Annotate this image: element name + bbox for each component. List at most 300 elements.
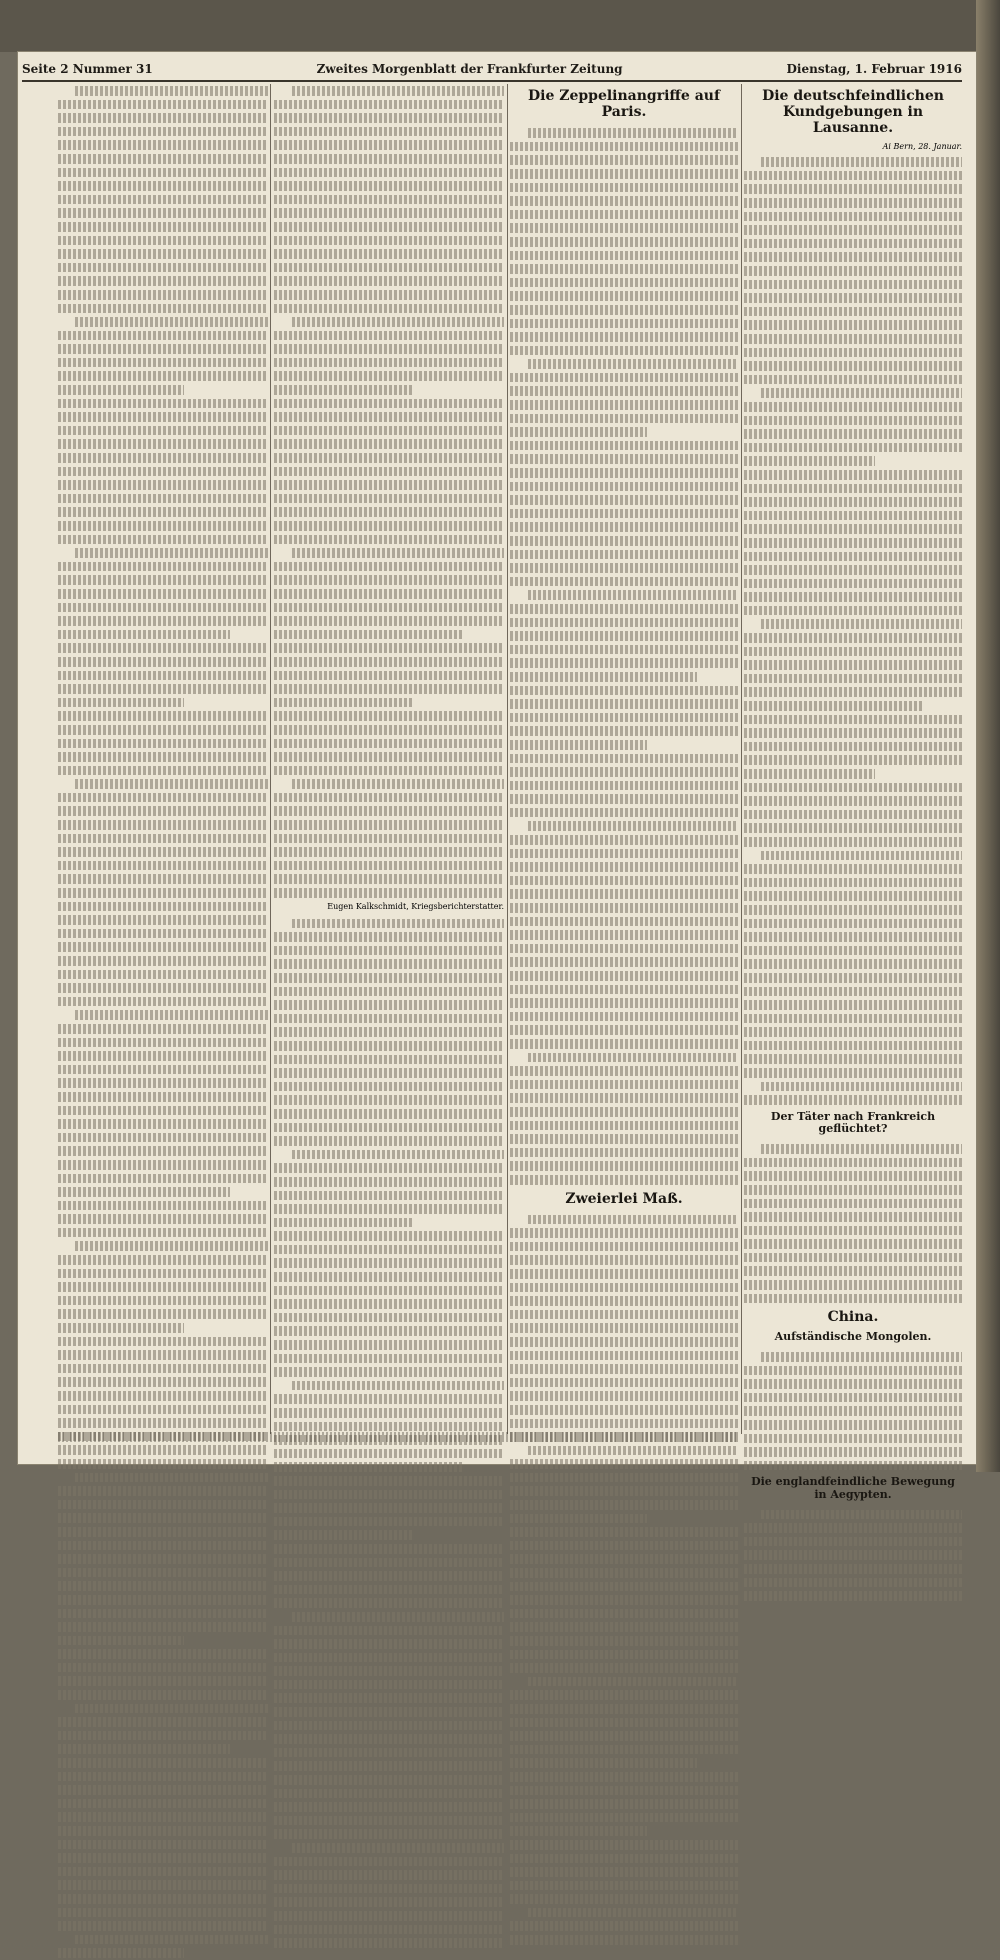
column-3 [510,84,738,1424]
text-line [510,602,738,616]
text-line [510,670,697,684]
text-line [274,125,504,139]
text-line [274,1338,504,1352]
text-line [528,1906,738,1920]
text-line [58,1403,268,1417]
text-line [274,560,504,574]
text-line [75,315,268,329]
text-line [510,167,738,181]
text-line [510,928,738,942]
text-line [292,1841,504,1855]
text-line [744,753,962,767]
text-line [274,1759,504,1773]
text-line [274,1189,504,1203]
text-line [274,1229,504,1243]
text-line [58,138,268,152]
text-line [744,1052,962,1066]
text-line [510,412,738,426]
text-line [510,1512,647,1526]
article-text [510,1213,738,1947]
column-divider [741,84,742,1434]
text-line [744,1169,962,1183]
text-line [274,655,504,669]
text-line [510,425,647,439]
text-line [744,250,962,264]
text-line [744,550,962,564]
text-line [744,223,962,237]
text-line [75,84,268,98]
text-line [58,1593,268,1607]
text-line [510,1879,738,1893]
text-line [58,261,268,275]
text-line [744,794,962,808]
text-line [744,808,962,822]
text-line [58,1783,268,1797]
text-line [274,628,463,642]
text-line [274,601,504,615]
text-line [744,1521,962,1535]
text-line [510,874,738,888]
text-line [510,1037,738,1051]
text-line [510,1498,738,1512]
text-line [274,1175,504,1189]
text-line [744,862,962,876]
text-line [510,1281,738,1295]
text-line [292,1610,504,1624]
text-line [510,1105,738,1119]
text-line [744,1292,962,1306]
text-line [510,1661,738,1675]
text-line [510,1593,738,1607]
text-line [274,1447,504,1461]
text-line [510,480,738,494]
text-line [58,1144,268,1158]
text-line [744,1093,962,1107]
text-line [744,522,962,536]
text-line [58,1906,268,1920]
text-line [58,900,268,914]
text-line [274,709,504,723]
text-line [510,1078,738,1092]
text-line [274,478,504,492]
text-line [274,1528,412,1542]
text-line [58,927,268,941]
text-line [510,1919,738,1933]
text-line [510,262,738,276]
text-line [761,155,962,169]
text-line [274,274,504,288]
text-line [58,125,268,139]
text-line [274,220,504,234]
text-line [274,1746,504,1760]
text-line [58,682,268,696]
text-line [510,1376,738,1390]
text-line [58,1348,268,1362]
text-line [58,519,268,533]
text-line [292,546,504,560]
text-line [761,1350,962,1364]
text-line [58,954,268,968]
text-line [510,833,738,847]
text-line [510,317,738,331]
text-line [510,561,738,575]
text-line [274,1039,504,1053]
text-line [274,1392,504,1406]
text-line [510,1716,738,1730]
text-line [510,520,738,534]
text-line [274,1093,504,1107]
text-line [510,942,738,956]
text-line [58,356,268,370]
text-line [510,915,738,929]
text-line [274,998,504,1012]
text-line [510,194,738,208]
text-line [58,1457,268,1471]
text-line [274,1352,504,1366]
text-line [58,1634,184,1648]
text-line [58,1865,268,1879]
text-line [744,1039,962,1053]
text-line [744,835,962,849]
text-line [58,1851,268,1865]
text-line [744,781,962,795]
text-line [58,274,268,288]
text-line [274,1311,504,1325]
text-line [274,1107,504,1121]
text-line [744,1210,962,1224]
text-line [58,410,268,424]
text-line [510,1648,738,1662]
text-line [58,1022,268,1036]
section-heading: China. [827,1309,879,1326]
text-line [274,1121,504,1135]
text-line [510,439,738,453]
text-line [58,1674,268,1688]
text-line [744,889,962,903]
text-line [58,872,268,886]
text-line [274,1134,504,1148]
text-line [744,318,962,332]
text-line [744,1264,962,1278]
text-line [744,998,962,1012]
text-line [58,886,268,900]
text-line [510,1389,738,1403]
text-line [58,1335,268,1349]
text-line [274,1814,504,1828]
text-line [274,1270,504,1284]
text-line [58,1362,268,1376]
text-line [274,957,504,971]
text-line [744,1278,962,1292]
text-line [274,750,504,764]
text-line [274,1787,504,1801]
text-line [510,765,738,779]
text-line [510,181,738,195]
text-line [274,492,504,506]
text-line [744,957,962,971]
text-line [58,587,268,601]
scan-top-background [0,0,1000,52]
text-line [744,821,962,835]
text-line [58,1742,230,1756]
text-line [274,764,504,778]
text-line [274,1161,504,1175]
text-line [510,1267,738,1281]
text-line [58,737,268,751]
text-line [274,1732,504,1746]
text-line [744,1012,962,1026]
text-line [744,346,962,360]
text-line [274,1324,504,1338]
text-line [274,1936,504,1950]
text-line [58,764,268,778]
text-line [75,1702,268,1716]
text-line [58,437,268,451]
text-line [274,1664,504,1678]
text-line [274,818,504,832]
text-line [744,658,962,672]
text-line [58,1579,268,1593]
text-line [744,332,962,346]
text-line [274,1596,504,1610]
text-line [274,1406,504,1420]
text-line [510,1892,738,1906]
text-line [510,1634,738,1648]
text-line [510,1064,738,1078]
text-line [58,1294,268,1308]
text-line [58,1375,268,1389]
column-divider [507,84,508,1434]
text-line [75,777,268,791]
text-line [510,1010,738,1024]
text-line [58,1172,268,1186]
text-line [510,507,738,521]
text-line [510,779,738,793]
text-line [744,1391,962,1405]
text-line [58,342,268,356]
text-line [510,643,738,657]
text-line [274,342,504,356]
text-line [744,291,962,305]
text-line [510,371,738,385]
text-line [58,1416,268,1430]
text-line [58,451,268,465]
text-line [274,930,504,944]
text-line [744,237,962,251]
text-line [274,696,412,710]
text-line [274,505,504,519]
text-line [744,359,962,373]
text-line [510,1335,738,1349]
text-line [510,1838,738,1852]
text-line [510,1294,738,1308]
text-line [744,917,962,931]
text-line [274,1637,504,1651]
text-line [58,1620,268,1634]
text-line [274,288,504,302]
text-line [744,1576,962,1590]
text-line [510,806,738,820]
text-line [510,1321,738,1335]
text-line [58,1158,268,1172]
text-line [761,1080,962,1094]
text-line [58,791,268,805]
text-line [58,859,268,873]
text-line [58,1661,268,1675]
text-line [510,969,738,983]
text-line [510,466,738,480]
text-line [510,1349,738,1363]
text-line [58,723,268,737]
text-line [761,1142,962,1156]
text-line [510,1784,738,1798]
text-line [274,573,504,587]
text-line [274,859,504,873]
text-line [274,1678,504,1692]
text-line [744,1183,962,1197]
text-line [744,441,962,455]
text-line [510,575,738,589]
text-line [274,356,504,370]
article-headline: Zweierlei Maß. [565,1190,683,1207]
text-line [58,1838,268,1852]
text-line [58,152,268,166]
text-line [744,1224,962,1238]
text-line [274,1202,504,1216]
text-line [58,1389,268,1403]
text-line [58,1063,268,1077]
text-line [292,917,504,931]
text-line [744,454,875,468]
text-line [744,876,962,890]
text-line [274,1705,504,1719]
bottom-print-edge [58,1432,738,1442]
text-line [744,1377,962,1391]
text-line [58,913,268,927]
text-line [58,1280,268,1294]
text-line [274,179,504,193]
text-line [58,1729,268,1743]
text-line [58,804,268,818]
text-line [58,478,268,492]
text-line [58,383,184,397]
text-line [510,711,738,725]
text-line [744,1404,962,1418]
text-line [58,234,268,248]
text-line [274,152,504,166]
text-line [58,329,268,343]
text-line [274,369,504,383]
text-line [761,849,962,863]
text-line [58,492,268,506]
text-line [58,1552,268,1566]
text-line [274,1365,504,1379]
text-line [274,1025,504,1039]
text-line [58,465,268,479]
article-text [58,84,268,1960]
text-line [744,1197,962,1211]
text-line [510,1797,738,1811]
text-line [274,465,504,479]
text-line [58,1715,268,1729]
text-line [274,1882,504,1896]
text-line [510,1119,738,1133]
text-line [510,493,738,507]
text-line [744,1251,962,1265]
text-line [58,628,230,642]
text-line [58,247,268,261]
text-line [744,400,962,414]
text-line [58,845,268,859]
text-line [744,1418,962,1432]
text-line [58,1443,268,1457]
text-line [58,505,268,519]
text-line [58,1511,268,1525]
text-line [58,641,268,655]
text-line [744,373,962,387]
text-line [510,249,738,263]
text-line [274,832,504,846]
column-4 [744,84,962,1501]
text-line [274,261,504,275]
text-line [744,509,962,523]
text-line [58,601,268,615]
text-line [58,424,268,438]
text-line [274,1080,504,1094]
text-line [744,930,962,944]
text-line [744,468,962,482]
text-line [744,590,962,604]
text-line [510,901,738,915]
text-line [744,971,962,985]
text-line [510,847,738,861]
text-line [274,641,504,655]
text-line [528,1444,738,1458]
text-line [58,1212,268,1226]
article-headline: Die englandfeindliche Bewegung in Aegypten. [751,1475,955,1501]
text-line [510,1457,738,1471]
text-line [528,126,738,140]
article-headline: Aufständische Mongolen. [774,1330,932,1344]
text-line [58,1797,268,1811]
text-line [744,740,962,754]
text-line [274,451,504,465]
text-line [58,940,268,954]
text-line [274,193,504,207]
text-line [292,1148,504,1162]
text-line [58,1892,268,1906]
text-line [510,140,738,154]
text-line [510,289,738,303]
text-line [510,303,738,317]
text-line [292,315,504,329]
text-line [510,1770,738,1784]
text-line [274,1515,504,1529]
text-line [75,546,268,560]
text-line [510,1091,738,1105]
text-line [510,1023,738,1037]
text-line [58,995,268,1009]
text-line [58,1090,268,1104]
text-line [58,1185,230,1199]
article-headline: Der Täter nach Frankreich geflüchtet? [770,1109,936,1136]
text-line [58,533,268,547]
text-line [274,1895,504,1909]
text-line [744,577,962,591]
text-line [510,1756,697,1770]
text-line [292,84,504,98]
text-line [744,1459,962,1473]
